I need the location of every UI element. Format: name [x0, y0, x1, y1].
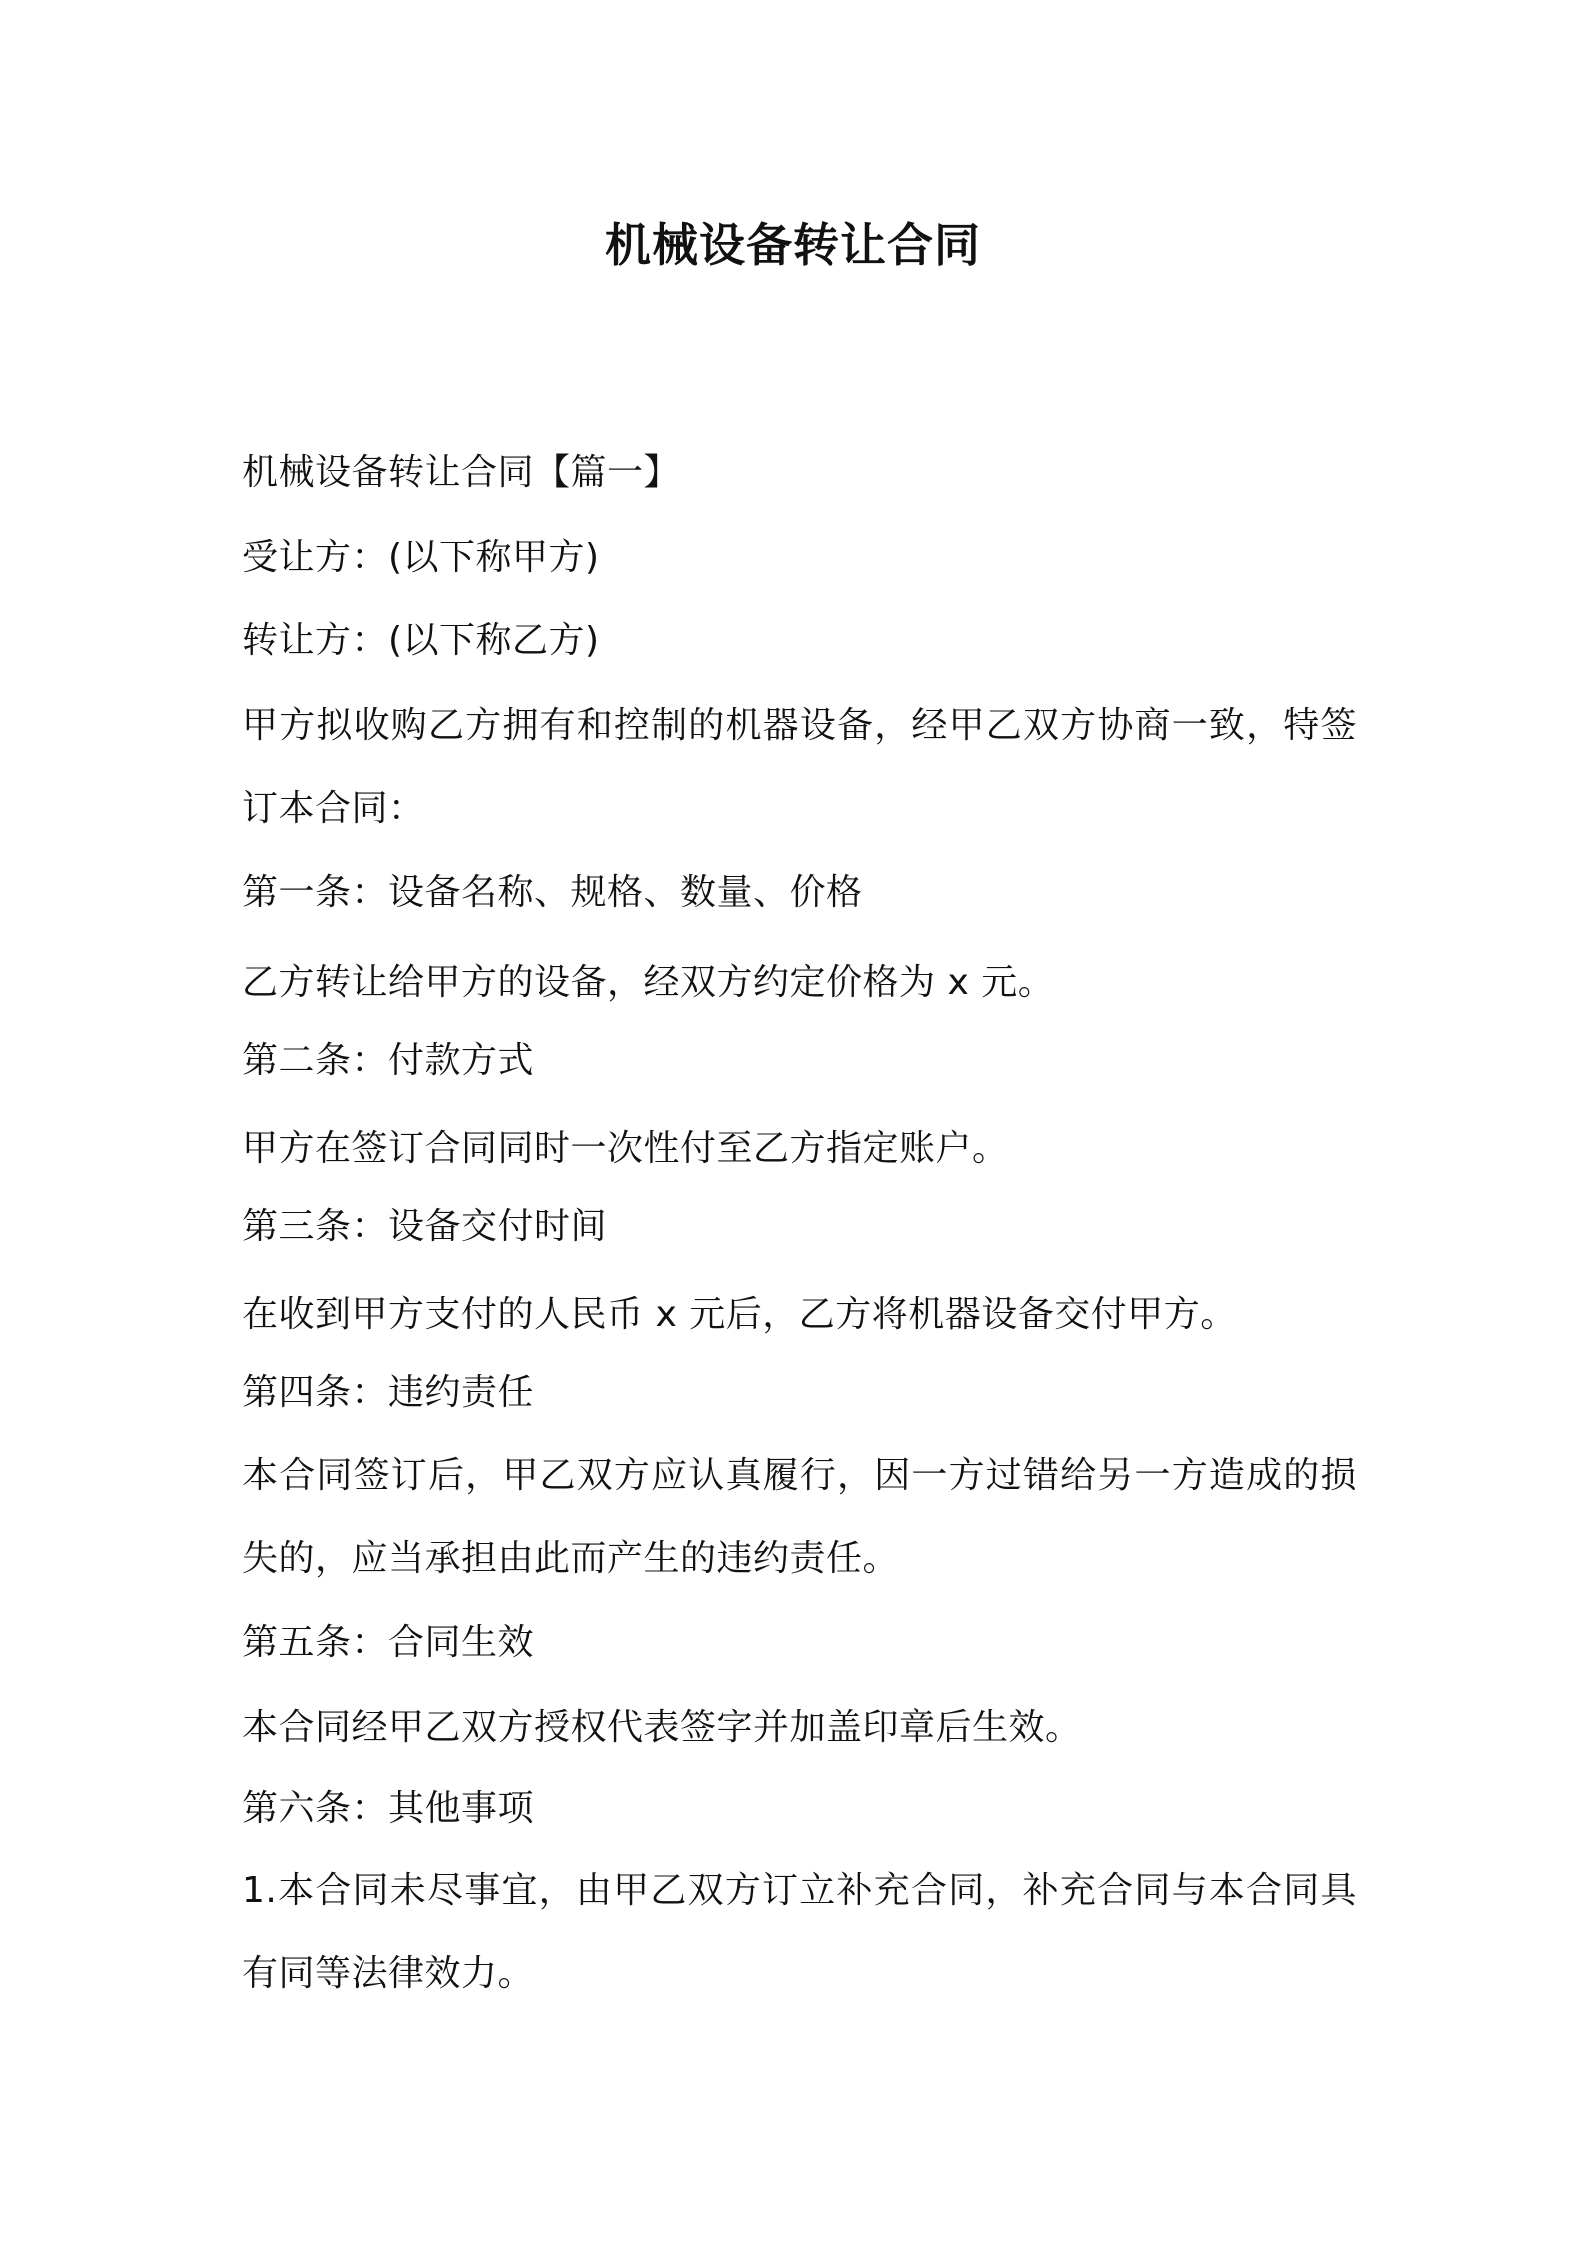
party-b-line: 转让方：(以下称乙方)	[242, 620, 600, 661]
article-1-heading: 第一条：设备名称、规格、数量、价格	[242, 872, 863, 913]
article-6-heading: 第六条：其他事项	[242, 1788, 535, 1829]
article-6-body: 1.本合同未尽事宜，由甲乙双方订立补充合同，补充合同与本合同具有同等法律效力。	[242, 1870, 1357, 1994]
article-3-body: 在收到甲方支付的人民币 x 元后，乙方将机器设备交付甲方。	[242, 1294, 1237, 1335]
article-4-body: 本合同签订后，甲乙双方应认真履行，因一方过错给另一方造成的损失的，应当承担由此而产生的违约责任。	[242, 1455, 1357, 1579]
section-heading: 机械设备转让合同【篇一】	[242, 452, 681, 493]
article-1-body: 乙方转让给甲方的设备，经双方约定价格为 x 元。	[242, 962, 1055, 1003]
document-title: 机械设备转让合同	[605, 218, 981, 272]
intro-paragraph: 甲方拟收购乙方拥有和控制的机器设备，经甲乙双方协商一致，特签订本合同：	[242, 705, 1357, 829]
article-5-body: 本合同经甲乙双方授权代表签字并加盖印章后生效。	[242, 1707, 1082, 1748]
article-2-heading: 第二条：付款方式	[242, 1040, 535, 1081]
article-3-heading: 第三条：设备交付时间	[242, 1206, 608, 1247]
party-a-line: 受让方：(以下称甲方)	[242, 537, 600, 578]
article-4-heading: 第四条：违约责任	[242, 1372, 535, 1413]
article-5-heading: 第五条：合同生效	[242, 1622, 535, 1663]
article-2-body: 甲方在签订合同同时一次性付至乙方指定账户。	[242, 1128, 1009, 1169]
